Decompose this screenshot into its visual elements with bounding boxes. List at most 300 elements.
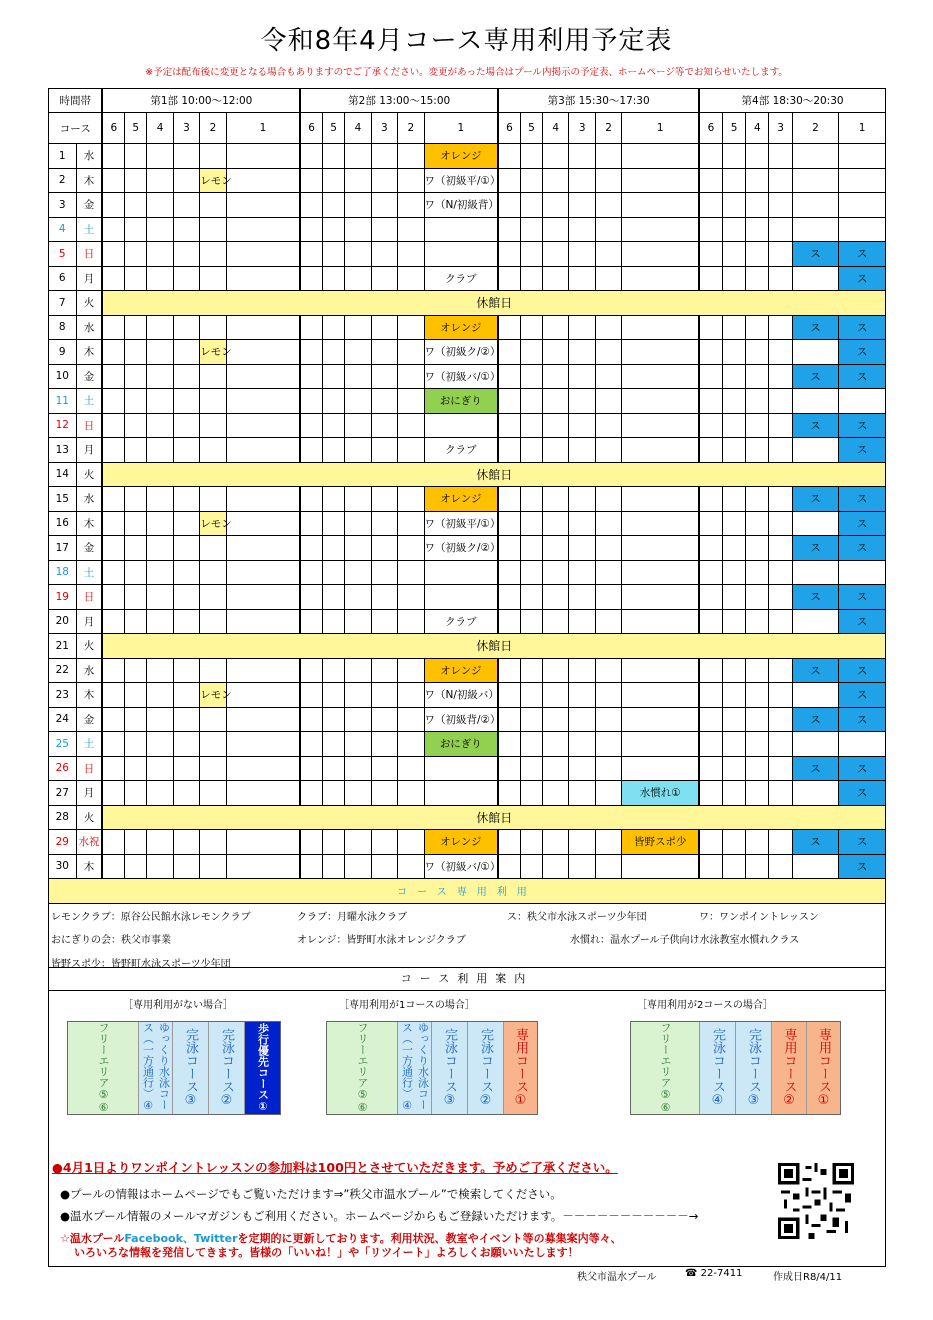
empty-cell — [398, 683, 424, 708]
period-header-1: 第1部 10:00～12:00 — [102, 89, 300, 113]
empty-cell — [520, 854, 542, 879]
empty-cell — [520, 438, 542, 463]
empty-cell — [102, 168, 124, 193]
empty-cell — [498, 511, 520, 536]
empty-cell — [569, 413, 595, 438]
empty-cell — [622, 732, 699, 757]
legend-item-club: クラブ：月曜水泳クラブ — [297, 911, 407, 923]
empty-cell — [595, 732, 621, 757]
empty-cell — [226, 585, 300, 610]
empty-cell — [769, 707, 792, 732]
header-row-periods — [49, 89, 886, 113]
legend-item-su: ス：秩父市水泳スポーツ少年団 — [507, 911, 647, 923]
empty-cell — [769, 536, 792, 561]
weekday: 火 — [76, 291, 102, 316]
day-number: 17 — [49, 536, 77, 561]
empty-cell — [699, 560, 722, 585]
empty-cell — [769, 217, 792, 242]
reservation-cell: ス — [839, 511, 886, 536]
empty-cell — [520, 315, 542, 340]
weekday: 土 — [76, 389, 102, 414]
day-number: 13 — [49, 438, 77, 463]
empty-cell — [746, 560, 769, 585]
empty-cell — [200, 438, 226, 463]
empty-cell — [322, 413, 344, 438]
weekday: 月 — [76, 609, 102, 634]
empty-cell — [792, 511, 839, 536]
empty-cell — [520, 413, 542, 438]
day-number: 18 — [49, 560, 77, 585]
empty-cell — [147, 781, 173, 806]
empty-cell — [543, 217, 569, 242]
empty-cell — [300, 854, 322, 879]
empty-cell — [226, 168, 300, 193]
empty-cell — [102, 217, 124, 242]
empty-cell — [371, 389, 397, 414]
day-number: 10 — [49, 364, 77, 389]
empty-cell — [322, 389, 344, 414]
legend-row-1 — [49, 903, 886, 927]
empty-cell — [125, 609, 147, 634]
empty-cell — [226, 438, 300, 463]
time-label: 時間帯 — [49, 89, 103, 113]
empty-cell — [322, 217, 344, 242]
reservation-cell: 皆野スポ少 — [622, 830, 699, 855]
empty-cell — [699, 732, 722, 757]
empty-cell — [543, 658, 569, 683]
empty-cell — [543, 511, 569, 536]
empty-cell — [622, 756, 699, 781]
social-text-2: いろいろな情報を発信してきます。皆様の「いいね！」や「リツイート」よろしくお願いいたします！ — [74, 1246, 579, 1259]
schedule-row — [49, 683, 886, 708]
empty-cell — [200, 193, 226, 218]
empty-cell — [595, 487, 621, 512]
case0-title: ［専用利用がない場合］ — [123, 1000, 233, 1011]
empty-cell — [125, 193, 147, 218]
empty-cell — [769, 413, 792, 438]
schedule-row — [49, 438, 886, 463]
empty-cell — [345, 707, 371, 732]
empty-cell — [371, 732, 397, 757]
legend-item-lemon: レモンクラブ：原谷公民館水泳レモンクラブ — [51, 911, 251, 923]
weekday: 土 — [76, 217, 102, 242]
schedule-row — [49, 658, 886, 683]
slow-lane: ゆっくり水泳コース（一方通行）④ — [139, 1022, 173, 1114]
empty-cell — [595, 560, 621, 585]
empty-cell — [746, 609, 769, 634]
lane-number-header: 1 — [622, 113, 699, 144]
weekday: 月 — [76, 438, 102, 463]
empty-cell — [769, 609, 792, 634]
weekday: 土 — [76, 732, 102, 757]
header-row-lanes — [49, 113, 886, 144]
empty-cell — [173, 830, 199, 855]
empty-cell — [300, 707, 322, 732]
empty-cell — [322, 266, 344, 291]
empty-cell — [498, 609, 520, 634]
empty-cell — [345, 364, 371, 389]
empty-cell — [226, 389, 300, 414]
empty-cell — [595, 168, 621, 193]
empty-cell — [722, 193, 745, 218]
empty-cell — [424, 413, 498, 438]
empty-cell — [226, 413, 300, 438]
empty-cell — [322, 756, 344, 781]
empty-cell — [125, 168, 147, 193]
empty-cell — [520, 560, 542, 585]
day-number: 19 — [49, 585, 77, 610]
empty-cell — [699, 536, 722, 561]
schedule-row — [49, 511, 886, 536]
empty-cell — [173, 364, 199, 389]
closed-day: 休館日 — [102, 805, 885, 830]
empty-cell — [424, 585, 498, 610]
empty-cell — [173, 266, 199, 291]
empty-cell — [699, 266, 722, 291]
empty-cell — [769, 266, 792, 291]
case1-title: ［専用利用が1コースの場合］ — [339, 1000, 475, 1011]
empty-cell — [147, 560, 173, 585]
empty-cell — [520, 389, 542, 414]
empty-cell — [371, 168, 397, 193]
empty-cell — [722, 585, 745, 610]
weekday: 金 — [76, 193, 102, 218]
empty-cell — [398, 242, 424, 267]
empty-cell — [371, 364, 397, 389]
reservation-cell: ワ（初級背/②） — [424, 707, 498, 732]
empty-cell — [322, 658, 344, 683]
lane-number-header: 2 — [595, 113, 621, 144]
empty-cell — [543, 609, 569, 634]
empty-cell — [424, 560, 498, 585]
schedule-row — [49, 389, 886, 414]
lane-number-header: 4 — [345, 113, 371, 144]
empty-cell — [300, 487, 322, 512]
empty-cell — [226, 781, 300, 806]
empty-cell — [371, 487, 397, 512]
empty-cell — [173, 707, 199, 732]
empty-cell — [543, 560, 569, 585]
reservation-cell: おにぎり — [424, 389, 498, 414]
empty-cell — [345, 854, 371, 879]
swim-lane-2: 完泳コース② — [468, 1022, 504, 1114]
empty-cell — [226, 340, 300, 365]
reservation-cell: ワ（初級バ/①） — [424, 854, 498, 879]
empty-cell — [839, 193, 886, 218]
empty-cell — [769, 658, 792, 683]
empty-cell — [792, 732, 839, 757]
empty-cell — [147, 756, 173, 781]
empty-cell — [569, 144, 595, 169]
day-number: 3 — [49, 193, 77, 218]
weekday: 水 — [76, 487, 102, 512]
empty-cell — [424, 217, 498, 242]
reservation-cell: ス — [839, 364, 886, 389]
empty-cell — [622, 217, 699, 242]
day-number: 14 — [49, 462, 77, 487]
empty-cell — [398, 340, 424, 365]
reservation-cell: ス — [839, 609, 886, 634]
empty-cell — [792, 854, 839, 879]
empty-cell — [746, 438, 769, 463]
empty-cell — [520, 266, 542, 291]
empty-cell — [173, 683, 199, 708]
weekday: 月 — [76, 781, 102, 806]
reservation-cell: ス — [839, 340, 886, 365]
empty-cell — [345, 683, 371, 708]
empty-cell — [699, 609, 722, 634]
reservation-cell: クラブ — [424, 609, 498, 634]
empty-cell — [792, 217, 839, 242]
empty-cell — [398, 854, 424, 879]
empty-cell — [398, 266, 424, 291]
empty-cell — [569, 487, 595, 512]
lane-number-header: 3 — [769, 113, 792, 144]
empty-cell — [543, 389, 569, 414]
day-number: 11 — [49, 389, 77, 414]
weekday: 木 — [76, 168, 102, 193]
reservation-cell: レモン — [200, 168, 226, 193]
empty-cell — [769, 781, 792, 806]
reservation-cell: ス — [792, 830, 839, 855]
day-number: 23 — [49, 683, 77, 708]
reservation-cell: ス — [839, 756, 886, 781]
lane-number-header: 3 — [371, 113, 397, 144]
schedule-row — [49, 144, 886, 169]
lane-number-header: 6 — [300, 113, 322, 144]
empty-cell — [125, 242, 147, 267]
empty-cell — [595, 340, 621, 365]
empty-cell — [345, 487, 371, 512]
reservation-cell: ス — [839, 854, 886, 879]
empty-cell — [722, 830, 745, 855]
empty-cell — [722, 707, 745, 732]
dedicated-lane-1: 専用コース① — [807, 1022, 840, 1114]
empty-cell — [125, 413, 147, 438]
empty-cell — [226, 144, 300, 169]
empty-cell — [722, 413, 745, 438]
empty-cell — [345, 609, 371, 634]
footer-tel: ☎ 22-7411 — [685, 1268, 743, 1279]
empty-cell — [622, 144, 699, 169]
empty-cell — [498, 364, 520, 389]
empty-cell — [173, 438, 199, 463]
day-number: 12 — [49, 413, 77, 438]
empty-cell — [769, 389, 792, 414]
empty-cell — [371, 536, 397, 561]
reservation-cell: ス — [839, 413, 886, 438]
reservation-cell: レモン — [200, 683, 226, 708]
empty-cell — [371, 413, 397, 438]
empty-cell — [622, 658, 699, 683]
empty-cell — [300, 144, 322, 169]
empty-cell — [498, 707, 520, 732]
empty-cell — [173, 585, 199, 610]
weekday: 金 — [76, 364, 102, 389]
schedule-row — [49, 830, 886, 855]
empty-cell — [722, 732, 745, 757]
reservation-cell: ワ（初級平/①） — [424, 511, 498, 536]
empty-cell — [345, 168, 371, 193]
empty-cell — [769, 168, 792, 193]
schedule-row — [49, 193, 886, 218]
empty-cell — [300, 560, 322, 585]
empty-cell — [699, 585, 722, 610]
empty-cell — [147, 707, 173, 732]
empty-cell — [769, 511, 792, 536]
empty-cell — [498, 266, 520, 291]
empty-cell — [300, 413, 322, 438]
empty-cell — [839, 217, 886, 242]
reservation-cell: ス — [792, 364, 839, 389]
weekday: 金 — [76, 536, 102, 561]
legend-item-orange: オレンジ：皆野町水泳オレンジクラブ — [297, 935, 466, 947]
reservation-cell: ス — [839, 487, 886, 512]
empty-cell — [769, 242, 792, 267]
empty-cell — [102, 830, 124, 855]
empty-cell — [622, 487, 699, 512]
empty-cell — [595, 536, 621, 561]
schedule-row — [49, 266, 886, 291]
empty-cell — [792, 340, 839, 365]
empty-cell — [543, 683, 569, 708]
empty-cell — [746, 217, 769, 242]
empty-cell — [622, 413, 699, 438]
reservation-cell: おにぎり — [424, 732, 498, 757]
lane-number-header: 6 — [498, 113, 520, 144]
empty-cell — [398, 732, 424, 757]
reservation-cell: ス — [839, 683, 886, 708]
empty-cell — [569, 242, 595, 267]
empty-cell — [543, 487, 569, 512]
empty-cell — [520, 585, 542, 610]
empty-cell — [398, 438, 424, 463]
empty-cell — [498, 732, 520, 757]
empty-cell — [769, 560, 792, 585]
empty-cell — [173, 242, 199, 267]
weekday: 水 — [76, 144, 102, 169]
schedule-row — [49, 609, 886, 634]
empty-cell — [125, 683, 147, 708]
empty-cell — [498, 168, 520, 193]
empty-cell — [125, 144, 147, 169]
empty-cell — [498, 217, 520, 242]
empty-cell — [173, 193, 199, 218]
empty-cell — [498, 413, 520, 438]
swim-lane-3: 完泳コース③ — [173, 1022, 209, 1114]
empty-cell — [722, 756, 745, 781]
empty-cell — [769, 683, 792, 708]
empty-cell — [569, 266, 595, 291]
empty-cell — [543, 707, 569, 732]
empty-cell — [226, 315, 300, 340]
empty-cell — [622, 438, 699, 463]
empty-cell — [569, 389, 595, 414]
empty-cell — [543, 732, 569, 757]
schedule-row — [49, 364, 886, 389]
empty-cell — [699, 193, 722, 218]
schedule-row — [49, 487, 886, 512]
reservation-cell: 水慣れ① — [622, 781, 699, 806]
empty-cell — [398, 193, 424, 218]
lane-number-header: 5 — [322, 113, 344, 144]
qr-code-icon[interactable] — [778, 1163, 854, 1239]
empty-cell — [769, 732, 792, 757]
empty-cell — [569, 854, 595, 879]
empty-cell — [543, 781, 569, 806]
empty-cell — [699, 438, 722, 463]
lane-number-header: 3 — [173, 113, 199, 144]
pool-diagram-none — [67, 1021, 281, 1115]
empty-cell — [200, 217, 226, 242]
empty-cell — [722, 781, 745, 806]
empty-cell — [569, 340, 595, 365]
empty-cell — [543, 266, 569, 291]
empty-cell — [102, 732, 124, 757]
empty-cell — [595, 707, 621, 732]
empty-cell — [345, 340, 371, 365]
empty-cell — [147, 585, 173, 610]
empty-cell — [102, 658, 124, 683]
empty-cell — [722, 854, 745, 879]
empty-cell — [300, 242, 322, 267]
empty-cell — [125, 830, 147, 855]
empty-cell — [125, 217, 147, 242]
empty-cell — [300, 389, 322, 414]
empty-cell — [322, 511, 344, 536]
empty-cell — [125, 389, 147, 414]
empty-cell — [722, 683, 745, 708]
weekday: 木 — [76, 683, 102, 708]
empty-cell — [569, 585, 595, 610]
empty-cell — [622, 266, 699, 291]
empty-cell — [300, 658, 322, 683]
empty-cell — [792, 144, 839, 169]
reservation-cell: ス — [839, 242, 886, 267]
empty-cell — [520, 536, 542, 561]
empty-cell — [520, 683, 542, 708]
empty-cell — [699, 683, 722, 708]
reservation-cell: レモン — [200, 340, 226, 365]
empty-cell — [322, 193, 344, 218]
empty-cell — [125, 854, 147, 879]
empty-cell — [371, 756, 397, 781]
empty-cell — [699, 144, 722, 169]
day-number: 16 — [49, 511, 77, 536]
page-title: 令和8年4月コース専用利用予定表 — [260, 26, 673, 56]
schedule-row — [49, 462, 886, 487]
empty-cell — [226, 732, 300, 757]
empty-cell — [543, 340, 569, 365]
empty-cell — [699, 487, 722, 512]
reservation-cell: ス — [792, 315, 839, 340]
empty-cell — [543, 168, 569, 193]
day-number: 30 — [49, 854, 77, 879]
empty-cell — [769, 315, 792, 340]
period-header-4: 第4部 18:30～20:30 — [699, 89, 885, 113]
empty-cell — [622, 340, 699, 365]
empty-cell — [200, 315, 226, 340]
empty-cell — [520, 609, 542, 634]
empty-cell — [569, 707, 595, 732]
reservation-cell: ス — [792, 658, 839, 683]
empty-cell — [722, 266, 745, 291]
empty-cell — [125, 536, 147, 561]
empty-cell — [322, 585, 344, 610]
empty-cell — [102, 487, 124, 512]
empty-cell — [543, 585, 569, 610]
legend-cell — [49, 927, 886, 951]
